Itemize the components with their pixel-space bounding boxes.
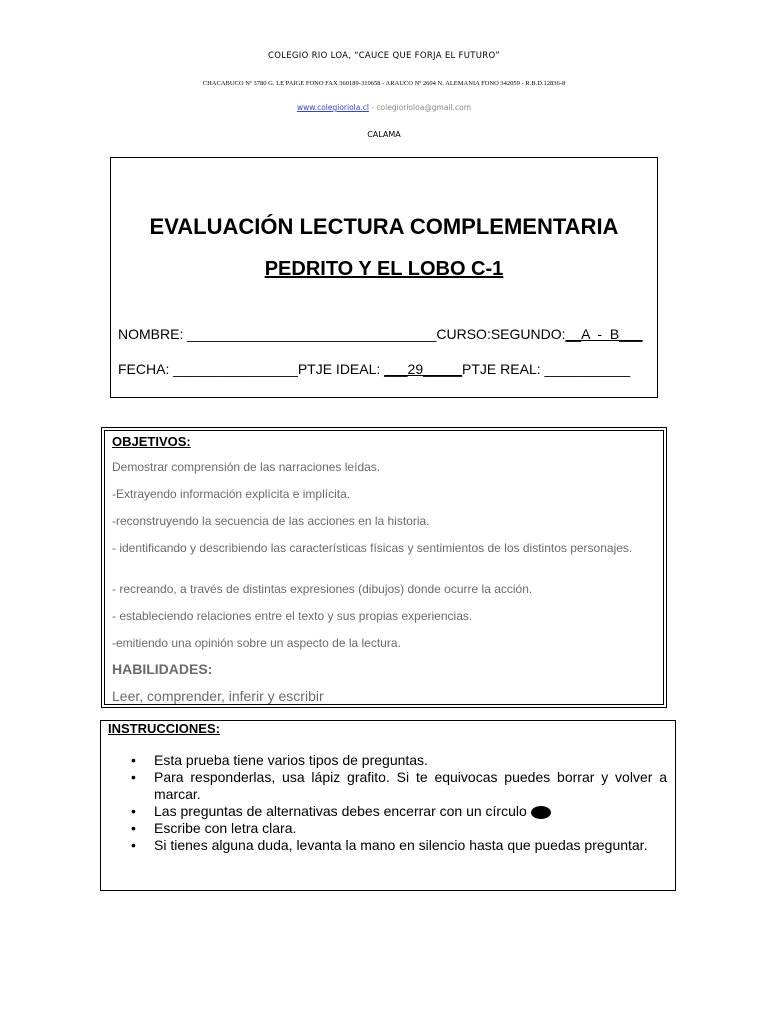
objectives-inner-frame (104, 430, 664, 705)
instruction-item (131, 769, 667, 803)
contact-separator: - (368, 103, 377, 112)
evaluation-subtitle-wrap (111, 258, 657, 281)
nombre-blank[interactable]: ________________________________ (187, 326, 437, 342)
instruction-item (131, 837, 667, 854)
instruction-text: Esta prueba tiene varios tipos de preguntas. (154, 752, 428, 768)
curso-label: CURSO:SEGUNDO: (436, 326, 566, 342)
objective-item: -Extrayendo información explícita e implícita. (112, 487, 351, 501)
objectives-title: OBJETIVOS: (112, 434, 191, 449)
objective-item: - recreando, a través de distintas expresiones (dibujos) donde ocurre la acción. (112, 582, 533, 596)
ptje-ideal-label: PTJE IDEAL: (297, 361, 385, 377)
habilidades-text: Leer, comprender, inferir y escribir (112, 688, 324, 704)
ptje-ideal-value: ___29_____ (384, 361, 463, 377)
evaluation-header-box (110, 157, 658, 398)
habilidades-title: HABILIDADES: (112, 661, 213, 677)
school-address: CHACABUCO Nº 3780 G. LE PAIGE FONO FAX 360189-319658 - ARAUCO Nº 2604 N. ALEMANIA FONO 342059 - R.B.D.12836-8 (202, 80, 566, 87)
ptje-real-label: PTJE REAL: (462, 361, 545, 377)
score-info-line (118, 361, 630, 377)
objective-item: Demostrar comprensión de las narraciones leídas. (112, 460, 381, 474)
objectives-box (101, 427, 667, 708)
email-text: colegiorioloa@gmail.com (376, 103, 472, 112)
filled-circle-icon (531, 806, 551, 819)
instructions-box (100, 720, 676, 891)
school-name: COLEGIO RIO LOA, “CAUCE QUE FORJA EL FUTURO” (267, 51, 501, 61)
evaluation-subtitle: PEDRITO Y EL LOBO C-1 (264, 258, 504, 280)
objective-item: - estableciendo relaciones entre el texto y sus propias experiencias. (112, 609, 473, 623)
instruction-item (131, 820, 667, 837)
instruction-item (131, 752, 667, 769)
instruction-text: Si tienes alguna duda, levanta la mano en silencio hasta que puedas preguntar. (154, 837, 648, 853)
instruction-text: Escribe con letra clara. (154, 820, 297, 836)
instruction-item (131, 803, 667, 820)
curso-value: __A - B___ (565, 326, 643, 342)
instructions-list (131, 752, 667, 854)
student-info-line (118, 326, 643, 342)
instructions-title: INSTRUCCIONES: (108, 721, 220, 736)
objective-item: -emitiendo una opinión sobre un aspecto de la lectura. (112, 636, 401, 650)
instruction-text: Las preguntas de alternativas debes encerrar con un círculo (154, 803, 527, 819)
city-name: CALAMA (367, 130, 401, 139)
fecha-blank[interactable]: ________________ (173, 361, 298, 377)
objective-item: -reconstruyendo la secuencia de las acciones en la historia. (112, 514, 430, 528)
objective-item: - identificando y describiendo las características físicas y sentimientos de los distintos personajes. (112, 541, 633, 555)
nombre-label: NOMBRE: (118, 326, 188, 342)
website-link[interactable]: www.colegioriola.cl (296, 103, 369, 112)
contact-line (0, 103, 768, 112)
fecha-label: FECHA: (118, 361, 174, 377)
evaluation-title: EVALUACIÓN LECTURA COMPLEMENTARIA (149, 214, 619, 239)
instruction-text: Para responderlas, usa lápiz grafito. Si te equivocas puedes borrar y volver a marcar. (154, 769, 667, 802)
ptje-real-blank[interactable]: ___________ (544, 361, 631, 377)
